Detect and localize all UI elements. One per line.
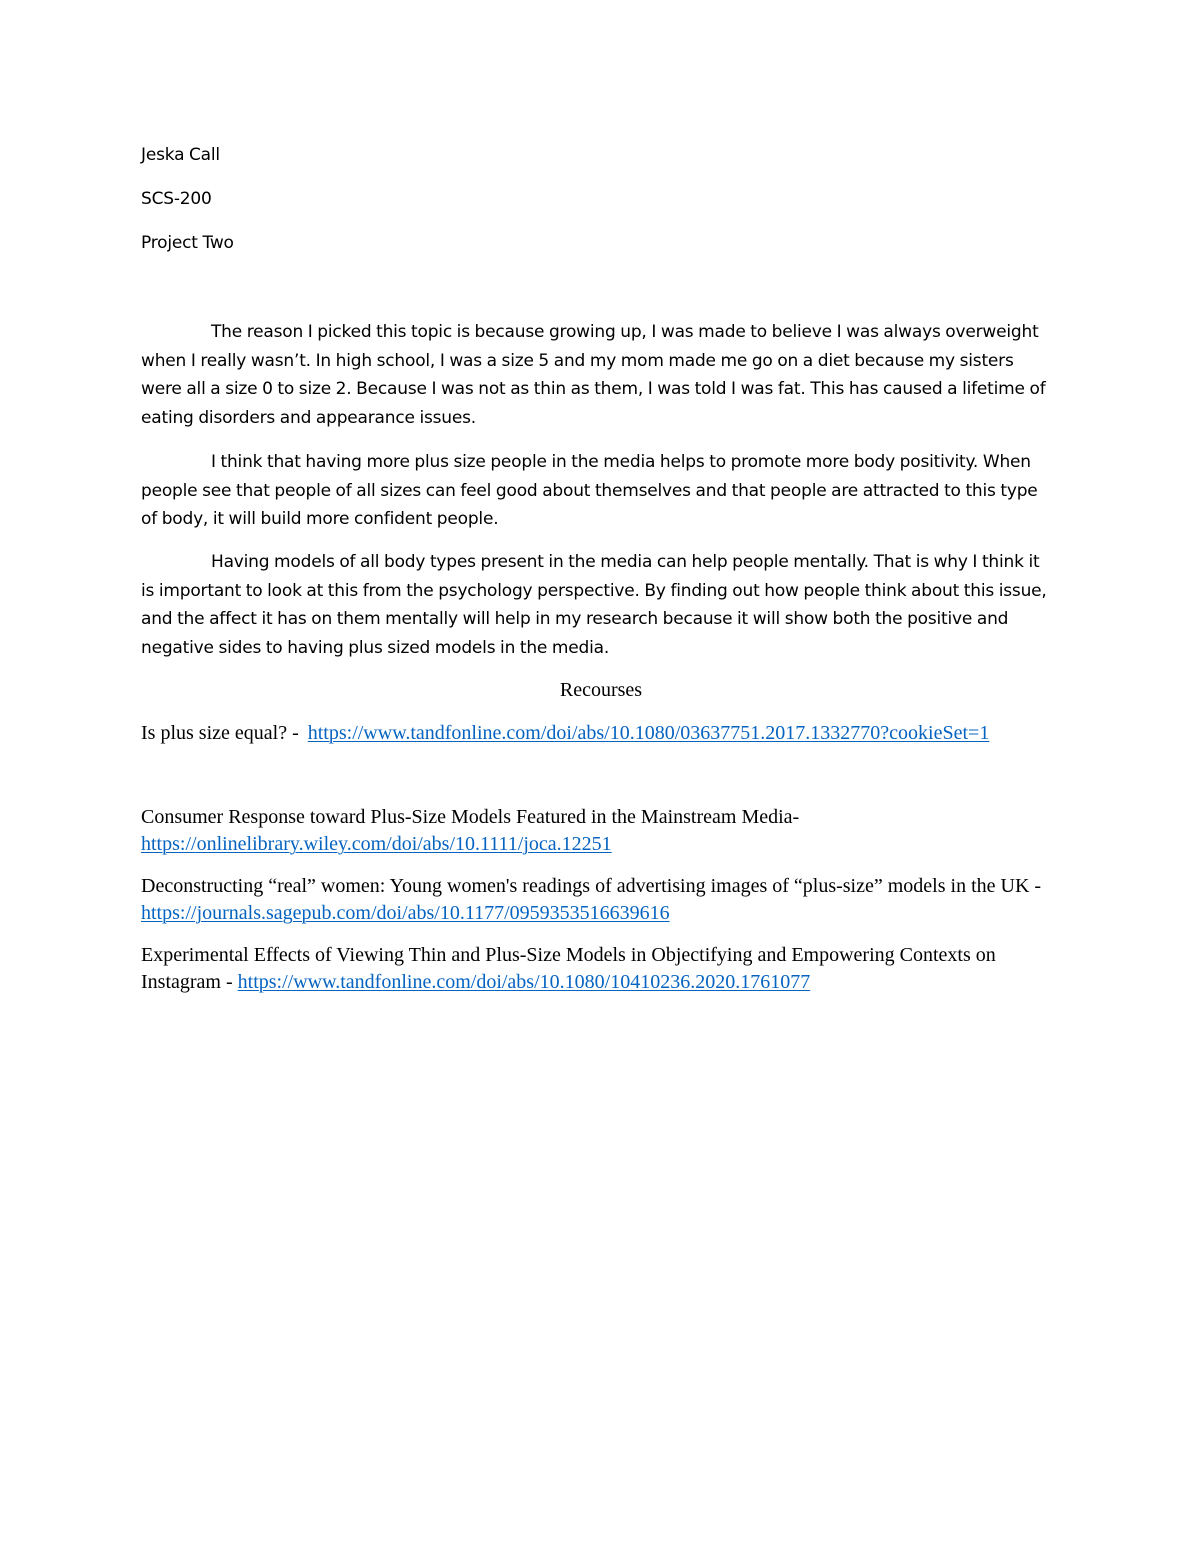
document-page: [141, 0, 1061, 1553]
reference-item: [141, 942, 1061, 996]
reference-item: [141, 804, 1061, 858]
reference-link[interactable]: https://onlinelibrary.wiley.com/doi/abs/10.1111/joca.12251: [141, 833, 612, 855]
reference-link[interactable]: https://www.tandfonline.com/doi/abs/10.1080/03637751.2017.1332770?cookieSet=1: [307, 722, 990, 744]
body-paragraph-2: I think that having more plus size people in the media helps to promote more body positivity. When people see that people of all sizes can feel good about themselves and that people are attracted to this type of body, it will build more confident people.: [141, 452, 1038, 529]
body-paragraph-3: Having models of all body types present in the media can help people mentally. That is why I think it is important to look at this from the psychology perspective. By finding out how people think about this issue, and the affect it has on them mentally will help in my research because it will show both the positive and negative sides to having plus sized models in the media.: [141, 552, 1047, 658]
reference-item: [141, 720, 1061, 747]
reference-title: Is plus size equal? -: [141, 722, 304, 744]
author-name: Jeska Call: [141, 145, 220, 165]
reference-link[interactable]: https://www.tandfonline.com/doi/abs/10.1080/10410236.2020.1761077: [237, 971, 811, 993]
reference-link[interactable]: https://journals.sagepub.com/doi/abs/10.1177/0959353516639616: [141, 902, 670, 924]
assignment-title: Project Two: [141, 233, 234, 253]
reference-title: Consumer Response toward Plus-Size Models Featured in the Mainstream Media-: [141, 806, 800, 828]
reference-title: Deconstructing “real” women: Young women's readings of advertising images of “plus-size” models in the UK -: [141, 875, 1042, 897]
course-code: SCS-200: [141, 189, 212, 209]
reference-title: Experimental Effects of Viewing Thin and Plus-Size Models in Objectifying and Empowering Contexts on Instagram -: [141, 944, 996, 993]
body-paragraph-1: The reason I picked this topic is because growing up, I was made to believe I was always overweight when I really wasn’t. In high school, I was a size 5 and my mom made me go on a diet because my sisters were all a size 0 to size 2. Because I was not as thin as them, I was told I was fat. This has caused a lifetime of eating disorders and appearance issues.: [141, 322, 1046, 428]
resources-heading: Recourses: [559, 679, 643, 701]
reference-item: [141, 873, 1061, 927]
